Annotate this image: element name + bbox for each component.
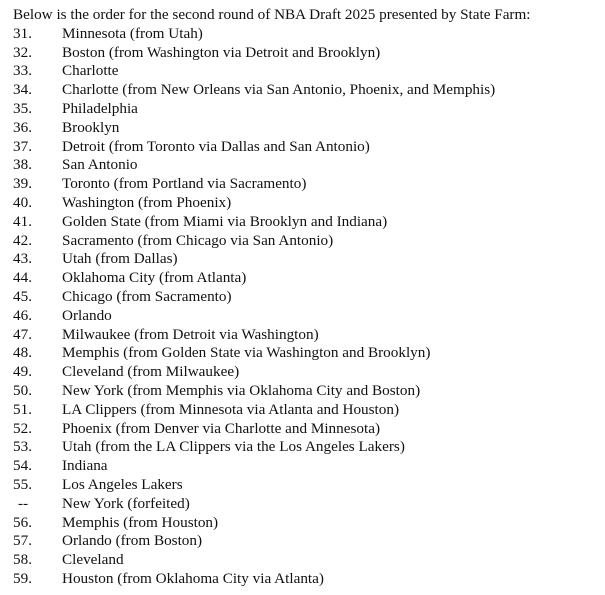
pick-number: 59.	[13, 569, 32, 587]
pick-team: LA Clippers (from Minnesota via Atlanta and Houston)	[62, 400, 400, 418]
pick-row	[13, 25, 603, 44]
pick-number: 36.	[13, 118, 32, 136]
pick-row	[13, 307, 603, 326]
pick-row	[13, 156, 603, 175]
pick-team: Charlotte (from New Orleans via San Antonio, Phoenix, and Memphis)	[62, 81, 496, 99]
intro-text: Below is the order for the second round of NBA Draft 2025 presented by State Farm:	[13, 6, 531, 23]
pick-team: Utah (from Dallas)	[62, 250, 178, 268]
pick-team: Boston (from Washington via Detroit and Brooklyn)	[62, 43, 381, 61]
pick-row	[13, 194, 603, 213]
pick-team: Memphis (from Golden State via Washington and Brooklyn)	[62, 344, 431, 362]
pick-row	[13, 551, 603, 570]
pick-row	[13, 250, 603, 269]
pick-team: Charlotte	[62, 62, 119, 80]
pick-row	[13, 420, 603, 439]
pick-number: 48.	[13, 344, 32, 362]
pick-row	[13, 213, 603, 232]
pick-row	[13, 269, 603, 288]
pick-number: 47.	[13, 325, 32, 343]
pick-row	[13, 570, 603, 589]
pick-row	[13, 476, 603, 495]
pick-number: 56.	[13, 513, 32, 531]
pick-number: 32.	[13, 43, 32, 61]
pick-row	[13, 326, 603, 345]
pick-team: Brooklyn	[62, 118, 120, 136]
pick-team: Washington (from Phoenix)	[62, 193, 232, 211]
pick-number: 51.	[13, 400, 32, 418]
pick-team: Milwaukee (from Detroit via Washington)	[62, 325, 319, 343]
pick-number: 34.	[13, 81, 32, 99]
pick-number: 31.	[13, 24, 32, 42]
pick-row-forfeited	[13, 495, 603, 514]
pick-number: 57.	[13, 532, 32, 550]
pick-number: 50.	[13, 381, 32, 399]
pick-number: 33.	[13, 62, 32, 80]
pick-number: 45.	[13, 287, 32, 305]
pick-row	[13, 344, 603, 363]
pick-number: 41.	[13, 212, 32, 230]
pick-team: Detroit (from Toronto via Dallas and San Antonio)	[62, 137, 370, 155]
pick-number: 37.	[13, 137, 32, 155]
pick-team: New York (forfeited)	[62, 494, 190, 512]
pick-team: Cleveland (from Milwaukee)	[62, 363, 240, 381]
pick-number: 49.	[13, 363, 32, 381]
pick-number: 35.	[13, 99, 32, 117]
pick-number: 40.	[13, 193, 32, 211]
pick-row	[13, 363, 603, 382]
pick-number: 43.	[13, 250, 32, 268]
pick-team: Toronto (from Portland via Sacramento)	[62, 175, 307, 193]
pick-team: Indiana	[62, 457, 108, 475]
pick-number: 46.	[13, 306, 32, 324]
pick-team: Los Angeles Lakers	[62, 475, 183, 493]
pick-row	[13, 438, 603, 457]
pick-row	[13, 288, 603, 307]
pick-row	[13, 100, 603, 119]
pick-team: Phoenix (from Denver via Charlotte and Minnesota)	[62, 419, 381, 437]
pick-row	[13, 232, 603, 251]
pick-number: 58.	[13, 551, 32, 569]
pick-number: --	[18, 494, 29, 512]
pick-number: 53.	[13, 438, 32, 456]
pick-team: New York (from Memphis via Oklahoma City and Boston)	[62, 381, 421, 399]
pick-list	[13, 25, 603, 589]
pick-team: Chicago (from Sacramento)	[62, 287, 232, 305]
pick-number: 44.	[13, 269, 32, 287]
pick-row	[13, 175, 603, 194]
pick-team: Minnesota (from Utah)	[62, 24, 203, 42]
pick-row	[13, 119, 603, 138]
pick-team: Orlando (from Boston)	[62, 532, 203, 550]
pick-team: Golden State (from Miami via Brooklyn and Indiana)	[62, 212, 388, 230]
draft-order-document	[13, 6, 603, 589]
pick-row	[13, 44, 603, 63]
pick-row	[13, 532, 603, 551]
pick-team: Utah (from the LA Clippers via the Los Angeles Lakers)	[62, 438, 405, 456]
pick-team: Cleveland	[62, 551, 124, 569]
pick-number: 55.	[13, 475, 32, 493]
pick-row	[13, 457, 603, 476]
pick-team: Oklahoma City (from Atlanta)	[62, 269, 247, 287]
pick-team: San Antonio	[62, 156, 138, 174]
pick-row	[13, 81, 603, 100]
pick-team: Orlando	[62, 306, 112, 324]
pick-number: 42.	[13, 231, 32, 249]
pick-row	[13, 62, 603, 81]
pick-row	[13, 401, 603, 420]
pick-team: Memphis (from Houston)	[62, 513, 219, 531]
pick-number: 54.	[13, 457, 32, 475]
pick-team: Houston (from Oklahoma City via Atlanta)	[62, 569, 324, 587]
pick-team: Sacramento (from Chicago via San Antonio)	[62, 231, 334, 249]
pick-number: 38.	[13, 156, 32, 174]
pick-row	[13, 138, 603, 157]
pick-number: 39.	[13, 175, 32, 193]
pick-row	[13, 514, 603, 533]
pick-row	[13, 382, 603, 401]
pick-number: 52.	[13, 419, 32, 437]
pick-team: Philadelphia	[62, 99, 138, 117]
